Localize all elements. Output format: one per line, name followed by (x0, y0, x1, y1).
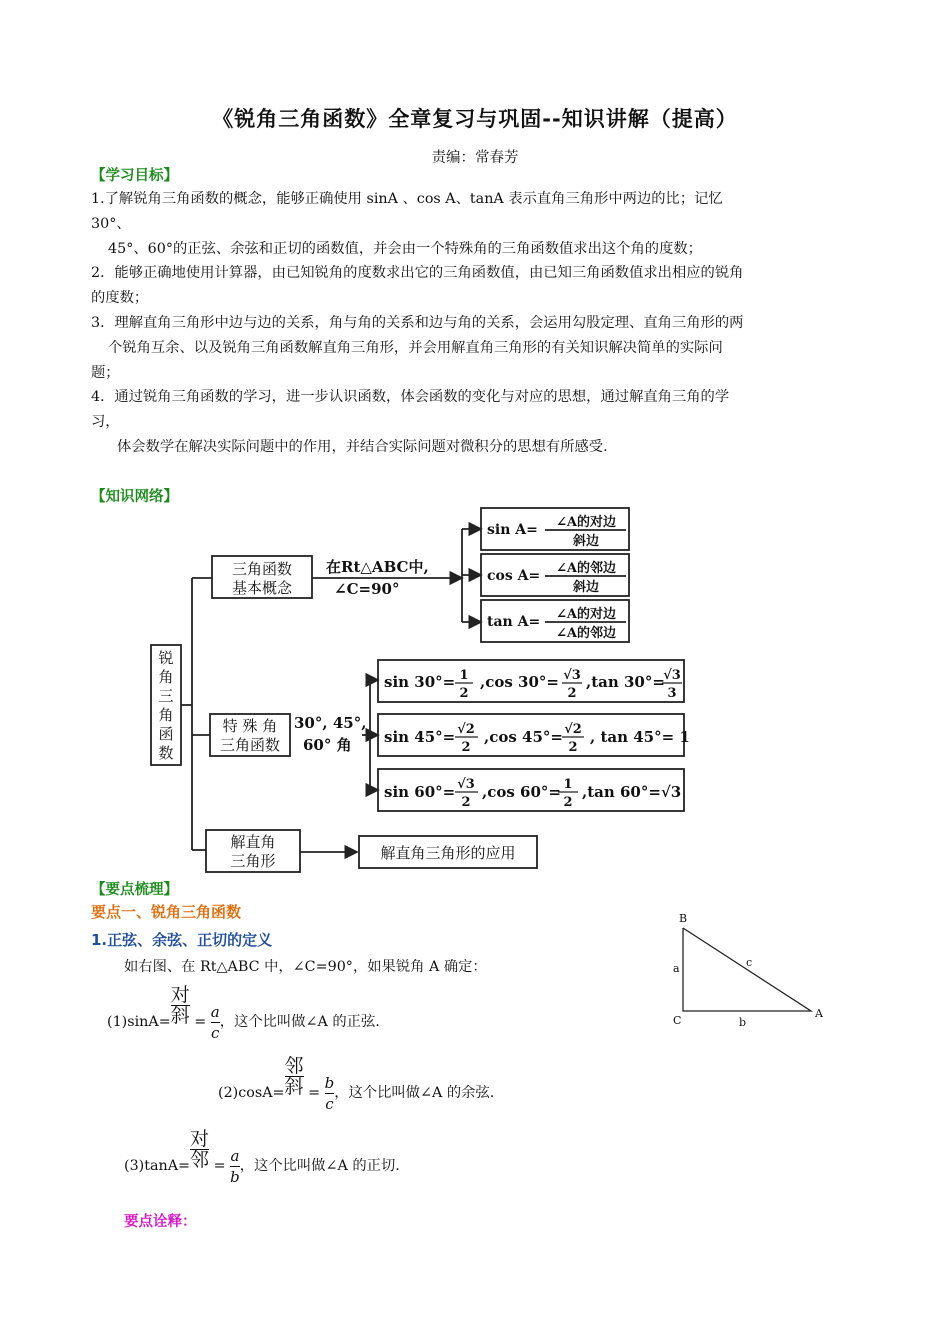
side-a-label: a (673, 962, 680, 975)
point-one-heading: 要点一、锐角三角函数 (91, 903, 242, 921)
frac-xie: 斜 (284, 1076, 304, 1098)
frac-num: 1 (563, 777, 573, 792)
frac-a: a (230, 1146, 240, 1165)
goal-line: 1.了解锐角三角函数的概念，能够正确使用 sinA 、cos A、tanA 表示直角三角形中两边的比；记忆 (91, 191, 723, 207)
right-triangle-figure (683, 928, 811, 1011)
goal-line: 体会数学在解决实际问题中的作用，并结合实际问题对微积分的思想有所感受. (117, 438, 608, 455)
tan-prefix: (3)tanA= (124, 1158, 191, 1174)
frac-den: 3 (667, 686, 677, 701)
frac-den: 2 (563, 795, 573, 810)
root-char: 函 (158, 725, 174, 743)
editor-line: 责编：常春芳 (431, 150, 519, 166)
row45-tan: , tan 45°= 1 (590, 728, 690, 746)
cos-denominator: 斜边 (572, 580, 600, 595)
application-label: 解直角三角形的应用 (380, 844, 516, 862)
definition-heading: 1.正弦、余弦、正切的定义 (91, 931, 273, 949)
page-title: 《锐角三角函数》全章复习与巩固--知识讲解（提高） (212, 107, 738, 131)
equals: = (308, 1085, 321, 1101)
equals: = (213, 1158, 226, 1174)
branch-solve-line: 解直角 (230, 833, 276, 851)
branch-special-line: 三角函数 (219, 736, 281, 754)
frac-xie: 斜 (170, 1005, 190, 1027)
row30-sin: sin 30°= (384, 673, 456, 691)
root-char: 数 (158, 744, 174, 762)
vertex-c-label: C (673, 1014, 682, 1027)
goal-line: 个锐角互余、以及锐角三角函数解直角三角形，并会用解直角三角形的有关知识解决简单的实际问 (108, 339, 723, 356)
cos-label: cos A= (487, 568, 541, 584)
row45-cos: ,cos 45°= (484, 728, 563, 746)
angles-line-2: 60° 角 (303, 736, 352, 754)
frac-b: b (324, 1073, 335, 1092)
goal-line: 4．通过锐角三角函数的学习，进一步认识函数，体会函数的变化与对应的思想，通过解直角三角的学 (91, 389, 730, 406)
frac-num: √2 (457, 722, 475, 737)
row30-cos: ,cos 30°= (480, 673, 559, 691)
frac-num: √3 (663, 668, 681, 683)
root-char: 锐 (158, 649, 174, 667)
frac-c: c (211, 1023, 220, 1042)
definition-intro: 如右图、在 Rt△ABC 中，∠C=90°，如果锐角 A 确定： (124, 959, 487, 975)
goal-line: 习， (91, 414, 120, 431)
frac-den: 2 (567, 686, 577, 701)
condition-line-2: ∠C=90° (334, 580, 400, 598)
row60-tan: ,tan 60°=√3 (582, 783, 682, 801)
goals-header: 【学习目标】 (91, 168, 178, 184)
equals: = (194, 1014, 207, 1030)
sin-prefix: (1)sinA= (107, 1014, 171, 1030)
frac-num: √3 (563, 668, 581, 683)
side-b-label: b (739, 1016, 747, 1029)
cos-suffix: ，这个比叫做∠A 的余弦. (334, 1085, 495, 1101)
points-header: 【要点梳理】 (91, 882, 178, 898)
branch-solve-line: 三角形 (230, 852, 276, 870)
network-header: 【知识网络】 (91, 489, 178, 505)
frac-num: √3 (457, 777, 475, 792)
vertex-b-label: B (679, 912, 688, 925)
tan-suffix: ，这个比叫做∠A 的正切. (239, 1158, 400, 1174)
frac-a: a (210, 1002, 220, 1021)
goal-line: 30°、 (91, 215, 131, 232)
frac-b: b (230, 1167, 240, 1186)
frac-num: √2 (564, 722, 582, 737)
cos-prefix: (2)cosA= (218, 1085, 285, 1101)
branch-basic-line: 基本概念 (231, 579, 293, 597)
frac-dui: 对 (190, 1128, 210, 1150)
goal-line: 45°、60°的正弦、余弦和正切的函数值，并会由一个特殊角的三角函数值求出这个角的度数； (108, 240, 702, 257)
branch-special-line: 特 殊 角 (222, 717, 278, 735)
tan-denominator: ∠A的邻边 (556, 626, 616, 641)
root-char: 角 (158, 668, 174, 686)
frac-c: c (325, 1094, 334, 1113)
angles-line-1: 30°, 45°, (294, 714, 367, 732)
vertex-a-label: A (815, 1007, 823, 1020)
condition-line-1: 在Rt△ABC中, (326, 558, 429, 576)
row60-cos: ,cos 60°= (482, 783, 561, 801)
branch-basic-line: 三角函数 (231, 560, 293, 578)
frac-den: 2 (459, 686, 469, 701)
frac-dui: 对 (170, 984, 190, 1006)
goal-line: 3．理解直角三角形中边与边的关系，角与角的关系和边与角的关系，会运用勾股定理、直角三角形的两 (91, 314, 744, 331)
row30-tan: ,tan 30°= (586, 673, 665, 691)
frac-den: 2 (568, 740, 578, 755)
tan-label: tan A= (487, 614, 541, 630)
sin-definition (107, 985, 380, 1043)
cos-numerator: ∠A的邻边 (556, 561, 616, 576)
frac-den: 2 (461, 740, 471, 755)
side-c-label: c (746, 956, 753, 969)
root-char: 三 (158, 687, 174, 705)
tan-definition (124, 1129, 400, 1187)
sin-suffix: ，这个比叫做∠A 的正弦. (219, 1014, 380, 1030)
cos-definition (218, 1056, 494, 1114)
frac-lin: 邻 (190, 1149, 210, 1171)
tan-numerator: ∠A的对边 (556, 607, 616, 622)
sin-denominator: 斜边 (572, 534, 600, 549)
goal-line: 的度数； (91, 290, 149, 307)
goal-line: 题； (91, 364, 120, 381)
frac-den: 2 (461, 795, 471, 810)
goal-line: 2．能够正确地使用计算器，由已知锐角的度数求出它的三角函数值，由已知三角函数值求出相应的锐角 (91, 265, 744, 282)
row45-sin: sin 45°= (384, 728, 456, 746)
row60-sin: sin 60°= (384, 783, 456, 801)
notes-heading: 要点诠释： (124, 1214, 197, 1230)
sin-label: sin A= (487, 522, 538, 538)
frac-lin: 邻 (284, 1055, 304, 1077)
root-char: 角 (158, 706, 174, 724)
sin-numerator: ∠A的对边 (556, 515, 616, 530)
frac-num: 1 (459, 668, 469, 683)
